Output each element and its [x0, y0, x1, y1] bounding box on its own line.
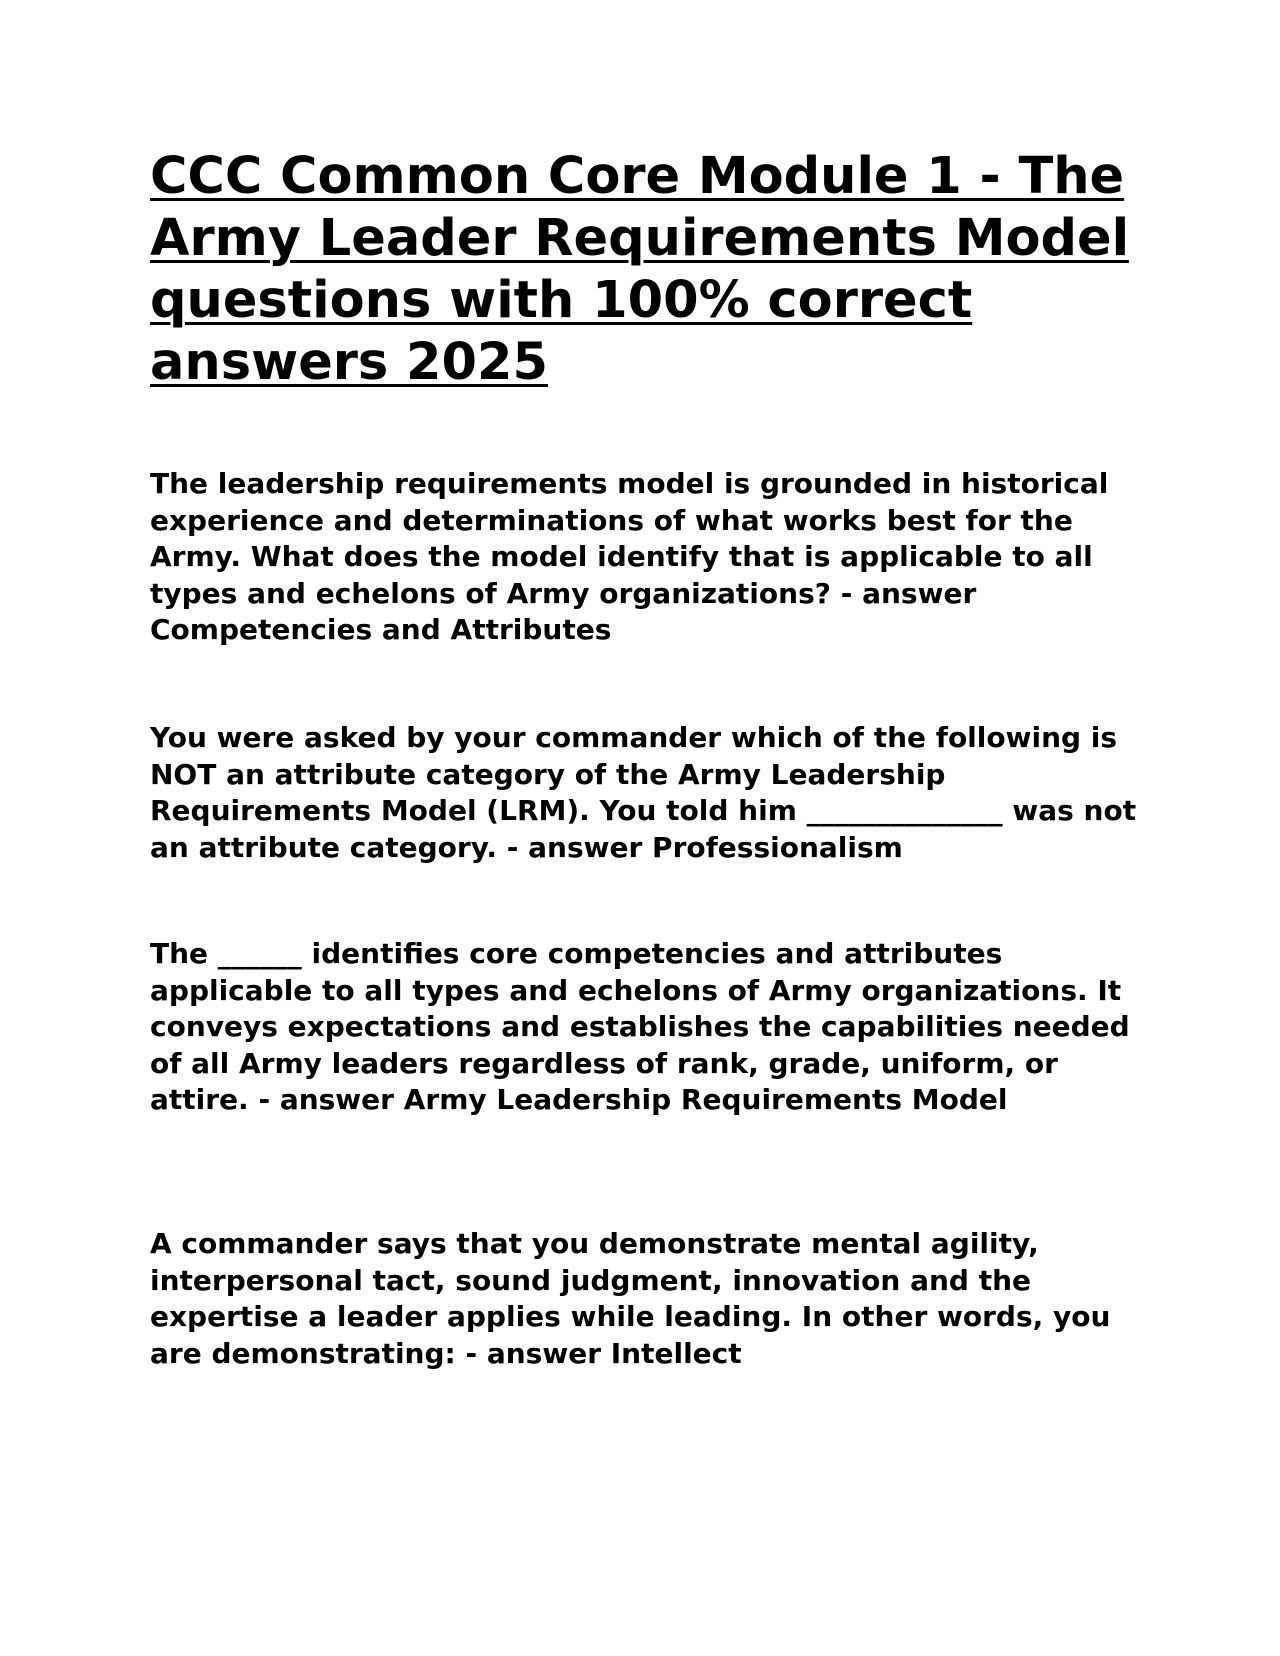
document-title: CCC Common Core Module 1 - The Army Leader Requirements Model questions with 100% correct answers 2025	[150, 147, 1130, 392]
question-answer-4: A commander says that you demonstrate mental agility, interpersonal tact, sound judgment, innovation and the expertise a leader applies while leading. In other words, you are demonstrating: - answer Intellect	[150, 1227, 1111, 1370]
question-answer-1: The leadership requirements model is grounded in historical experience and determinations of what works best for the Army. What does the model identify that is applicable to all types and echelons of Army organizations? - answer Competencies and Attributes	[150, 467, 1109, 646]
question-answer-3: The ______ identifies core competencies and attributes applicable to all types and echelons of Army organizations. It conveys expectations and establishes the capabilities needed of all Army leaders regardless of rank, grade, uniform, or attire. - answer Army Leadership Requirements Model	[150, 937, 1130, 1116]
question-answer-2: You were asked by your commander which of the following is NOT an attribute category of the Army Leadership Requirements Model (LRM). You told him ______________ was not an attribute category. - answer Professionalism	[150, 721, 1137, 864]
